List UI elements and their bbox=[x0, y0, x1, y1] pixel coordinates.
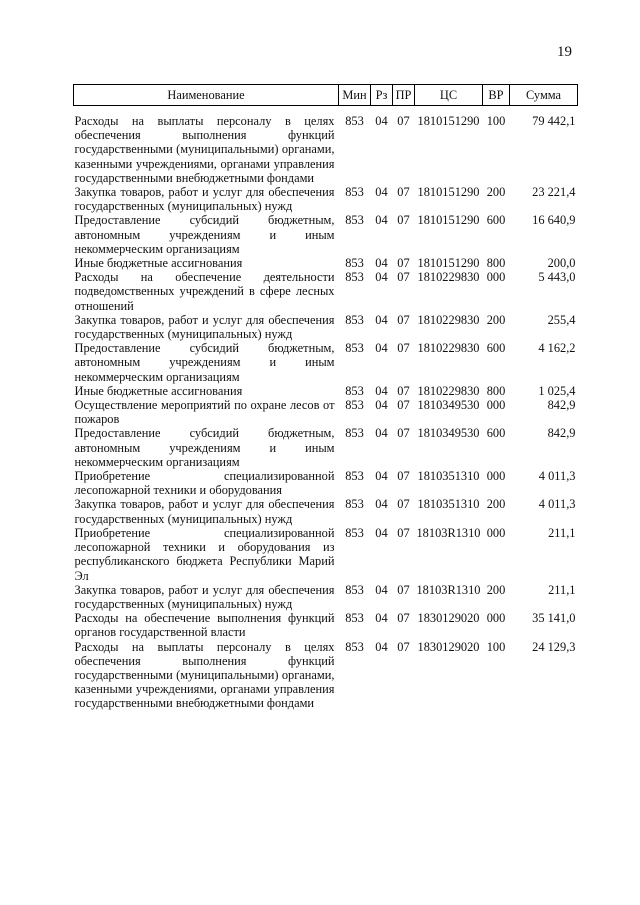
row-cs: 18103R1310 bbox=[416, 582, 481, 597]
row-name: Предоставление субсидий бюджетным, автономным учреждениям и иным некоммерческим организациям bbox=[74, 213, 335, 256]
row-cs: 1810349530 bbox=[417, 426, 480, 441]
row-name: Закупка товаров, работ и услуг для обеспечения государственных (муниципальных) нужд bbox=[74, 497, 335, 526]
row-min: 853 bbox=[345, 611, 364, 626]
table-row bbox=[74, 185, 578, 213]
row-rz: 04 bbox=[375, 383, 388, 398]
row-pr: 07 bbox=[397, 270, 410, 285]
table-row bbox=[74, 640, 578, 711]
row-vr: 800 bbox=[486, 383, 506, 398]
row-sum: 211,1 bbox=[548, 582, 576, 597]
row-pr: 07 bbox=[397, 383, 410, 398]
row-min: 853 bbox=[345, 582, 364, 597]
row-cs: 1810229830 bbox=[417, 383, 480, 398]
row-sum: 4 162,2 bbox=[538, 341, 576, 356]
row-pr: 07 bbox=[397, 341, 410, 356]
row-name: Расходы на выплаты персоналу в целях обеспечения выполнения функций государственными (муниципальными) органами, казенными учреждениями, органами управления государственными внебюджетными фондами bbox=[74, 114, 335, 185]
header-sum: Сумма bbox=[510, 85, 578, 106]
row-rz: 04 bbox=[375, 341, 388, 356]
row-min: 853 bbox=[345, 341, 364, 356]
table-row bbox=[74, 497, 578, 525]
row-name: Закупка товаров, работ и услуг для обеспечения государственных (муниципальных) нужд bbox=[74, 185, 335, 214]
header-vr: ВР bbox=[483, 85, 510, 106]
row-vr: 000 bbox=[486, 398, 506, 413]
row-pr: 07 bbox=[397, 213, 410, 228]
row-pr: 07 bbox=[397, 398, 410, 413]
row-min: 853 bbox=[345, 185, 364, 200]
row-name: Предоставление субсидий бюджетным, автономным учреждениям и иным некоммерческим организациям bbox=[74, 426, 335, 469]
row-pr: 07 bbox=[397, 256, 410, 271]
row-min: 853 bbox=[345, 213, 364, 228]
row-cs: 1810229830 bbox=[417, 341, 480, 356]
header-cs: ЦС bbox=[415, 85, 483, 106]
row-cs: 18103R1310 bbox=[416, 525, 481, 540]
row-vr: 200 bbox=[486, 185, 506, 200]
row-min: 853 bbox=[345, 312, 364, 327]
row-vr: 000 bbox=[486, 469, 506, 484]
row-cs: 1830129020 bbox=[417, 611, 480, 626]
page-number: 19 bbox=[557, 44, 572, 60]
row-min: 853 bbox=[345, 525, 364, 540]
table-row bbox=[74, 526, 578, 583]
row-cs: 1810349530 bbox=[417, 398, 480, 413]
row-rz: 04 bbox=[375, 398, 388, 413]
row-rz: 04 bbox=[375, 582, 388, 597]
row-cs: 1810229830 bbox=[417, 312, 480, 327]
row-name: Иные бюджетные ассигнования bbox=[74, 256, 243, 271]
row-pr: 07 bbox=[397, 582, 410, 597]
row-pr: 07 bbox=[397, 639, 410, 654]
row-name: Осуществление мероприятий по охране лесов от пожаров bbox=[74, 398, 335, 427]
row-rz: 04 bbox=[375, 270, 388, 285]
row-pr: 07 bbox=[397, 312, 410, 327]
row-rz: 04 bbox=[375, 525, 388, 540]
row-sum: 200,0 bbox=[547, 256, 576, 271]
table-row bbox=[74, 611, 578, 639]
row-vr: 200 bbox=[486, 312, 506, 327]
header-name: Наименование bbox=[74, 85, 339, 106]
row-rz: 04 bbox=[375, 426, 388, 441]
row-sum: 16 640,9 bbox=[532, 213, 576, 228]
row-name: Предоставление субсидий бюджетным, автономным учреждениям и иным некоммерческим организациям bbox=[74, 341, 335, 384]
row-vr: 200 bbox=[486, 497, 506, 512]
row-pr: 07 bbox=[397, 426, 410, 441]
row-vr: 000 bbox=[486, 270, 506, 285]
row-name: Иные бюджетные ассигнования bbox=[74, 383, 243, 398]
row-min: 853 bbox=[345, 114, 364, 128]
row-min: 853 bbox=[345, 639, 364, 654]
row-rz: 04 bbox=[375, 639, 388, 654]
row-min: 853 bbox=[345, 270, 364, 285]
row-vr: 600 bbox=[486, 341, 506, 356]
row-min: 853 bbox=[345, 497, 364, 512]
row-rz: 04 bbox=[375, 497, 388, 512]
table-row bbox=[74, 384, 578, 398]
row-min: 853 bbox=[345, 256, 364, 271]
row-name: Расходы на обеспечение деятельности подведомственных учреждений в сфере лесных отношений bbox=[74, 270, 335, 313]
row-sum: 842,9 bbox=[547, 398, 576, 413]
row-vr: 000 bbox=[486, 525, 506, 540]
table-header bbox=[74, 85, 578, 106]
header-rz: Рз bbox=[371, 85, 393, 106]
row-rz: 04 bbox=[375, 185, 388, 200]
row-sum: 1 025,4 bbox=[538, 383, 576, 398]
row-vr: 000 bbox=[486, 611, 506, 626]
table-row bbox=[74, 213, 578, 256]
row-pr: 07 bbox=[397, 611, 410, 626]
table-row bbox=[74, 313, 578, 341]
row-pr: 07 bbox=[397, 185, 410, 200]
table-row bbox=[74, 270, 578, 313]
row-name: Приобретение специализированной лесопожарной техники и оборудования из республиканского бюджета Республики Марий Эл bbox=[74, 525, 335, 583]
header-row bbox=[74, 85, 578, 106]
row-vr: 600 bbox=[486, 426, 506, 441]
row-min: 853 bbox=[345, 469, 364, 484]
table-row bbox=[74, 256, 578, 270]
table-body bbox=[74, 106, 578, 711]
table-row bbox=[74, 469, 578, 497]
row-sum: 24 129,3 bbox=[532, 639, 576, 654]
row-cs: 1810351310 bbox=[417, 469, 480, 484]
row-name: Расходы на обеспечение выполнения функций органов государственной власти bbox=[74, 611, 335, 640]
row-cs: 1810151290 bbox=[417, 256, 480, 271]
row-sum: 79 442,1 bbox=[532, 114, 576, 128]
row-cs: 1810351310 bbox=[417, 497, 480, 512]
row-vr: 800 bbox=[486, 256, 506, 271]
table-row bbox=[74, 106, 578, 186]
budget-table bbox=[73, 84, 578, 711]
header-min: Мин bbox=[339, 85, 371, 106]
row-vr: 100 bbox=[486, 114, 506, 128]
row-name: Расходы на выплаты персоналу в целях обеспечения выполнения функций государственными (муниципальными) органами, казенными учреждениями, органами управления государственными внебюджетными фондами bbox=[74, 639, 335, 711]
table-row bbox=[74, 341, 578, 384]
table-row bbox=[74, 583, 578, 611]
row-cs: 1810151290 bbox=[417, 213, 480, 228]
row-vr: 200 bbox=[486, 582, 506, 597]
row-sum: 842,9 bbox=[547, 426, 576, 441]
row-vr: 600 bbox=[486, 213, 506, 228]
row-name: Закупка товаров, работ и услуг для обеспечения государственных (муниципальных) нужд bbox=[74, 582, 335, 611]
row-sum: 4 011,3 bbox=[538, 497, 576, 512]
table-row bbox=[74, 398, 578, 426]
row-vr: 100 bbox=[486, 639, 506, 654]
row-sum: 4 011,3 bbox=[538, 469, 576, 484]
row-sum: 5 443,0 bbox=[538, 270, 576, 285]
row-rz: 04 bbox=[375, 469, 388, 484]
row-pr: 07 bbox=[397, 497, 410, 512]
row-name: Приобретение специализированной лесопожарной техники и оборудования bbox=[74, 469, 335, 498]
row-cs: 1810151290 bbox=[417, 114, 480, 128]
row-sum: 35 141,0 bbox=[532, 611, 576, 626]
row-pr: 07 bbox=[397, 114, 410, 128]
row-rz: 04 bbox=[375, 312, 388, 327]
row-rz: 04 bbox=[375, 213, 388, 228]
row-cs: 1810151290 bbox=[417, 185, 480, 200]
row-min: 853 bbox=[345, 383, 364, 398]
row-name: Закупка товаров, работ и услуг для обеспечения государственных (муниципальных) нужд bbox=[74, 312, 335, 342]
row-rz: 04 bbox=[375, 256, 388, 271]
row-rz: 04 bbox=[375, 114, 388, 128]
row-pr: 07 bbox=[397, 469, 410, 484]
row-min: 853 bbox=[345, 398, 364, 413]
row-cs: 1810229830 bbox=[417, 270, 480, 285]
header-pr: ПР bbox=[393, 85, 415, 106]
row-cs: 1830129020 bbox=[417, 639, 480, 654]
row-min: 853 bbox=[345, 426, 364, 441]
row-rz: 04 bbox=[375, 611, 388, 626]
table-row bbox=[74, 426, 578, 469]
row-sum: 23 221,4 bbox=[532, 185, 576, 200]
row-sum: 255,4 bbox=[547, 312, 576, 327]
row-pr: 07 bbox=[397, 525, 410, 540]
row-sum: 211,1 bbox=[548, 525, 576, 540]
